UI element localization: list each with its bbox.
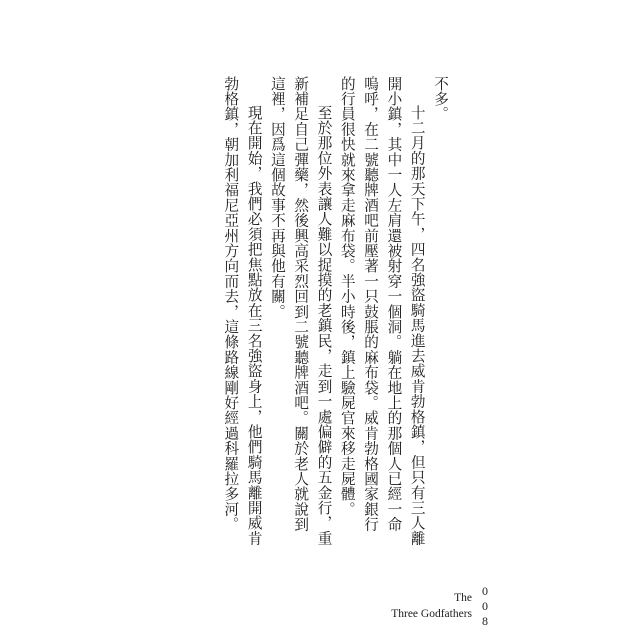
paragraph-2: 十二月的那天下午，四名強盜騎馬進去威肯勃格鎮，但只有三人離開小鎮，其中一人左肩還被射穿一個洞。躺在地上的那個人已經一命嗚呼，在二號聽牌酒吧前壓著一只鼓脹的麻布袋。威肯勃格國家銀行的行員很快就來拿走麻布袋。半小時後，鎮上驗屍官來移走屍體。 <box>338 76 426 546</box>
vertical-text-block <box>219 76 452 546</box>
paragraph-1: 不多。 <box>432 76 449 122</box>
running-footer-title <box>391 590 472 622</box>
footer-title-line-2: Three Godfathers <box>391 608 472 620</box>
paragraph-3: 至於那位外表讓人難以捉摸的老鎮民，走到一處偏僻的五金行，重新補足自己彈藥，然後興高采烈回到二號聽牌酒吧。關於老人就說到這裡，因爲這個故事不再與他有關。 <box>268 76 333 546</box>
page-number: 008 <box>478 584 492 629</box>
footer-title-line-1: The <box>454 592 472 604</box>
paragraph-4: 現在開始，我們必須把焦點放在三名強盜身上，他們騎馬離開威肯勃格鎮，朝加利福尼亞州方向而去，這條路線剛好經過科羅拉多河。 <box>222 76 263 546</box>
